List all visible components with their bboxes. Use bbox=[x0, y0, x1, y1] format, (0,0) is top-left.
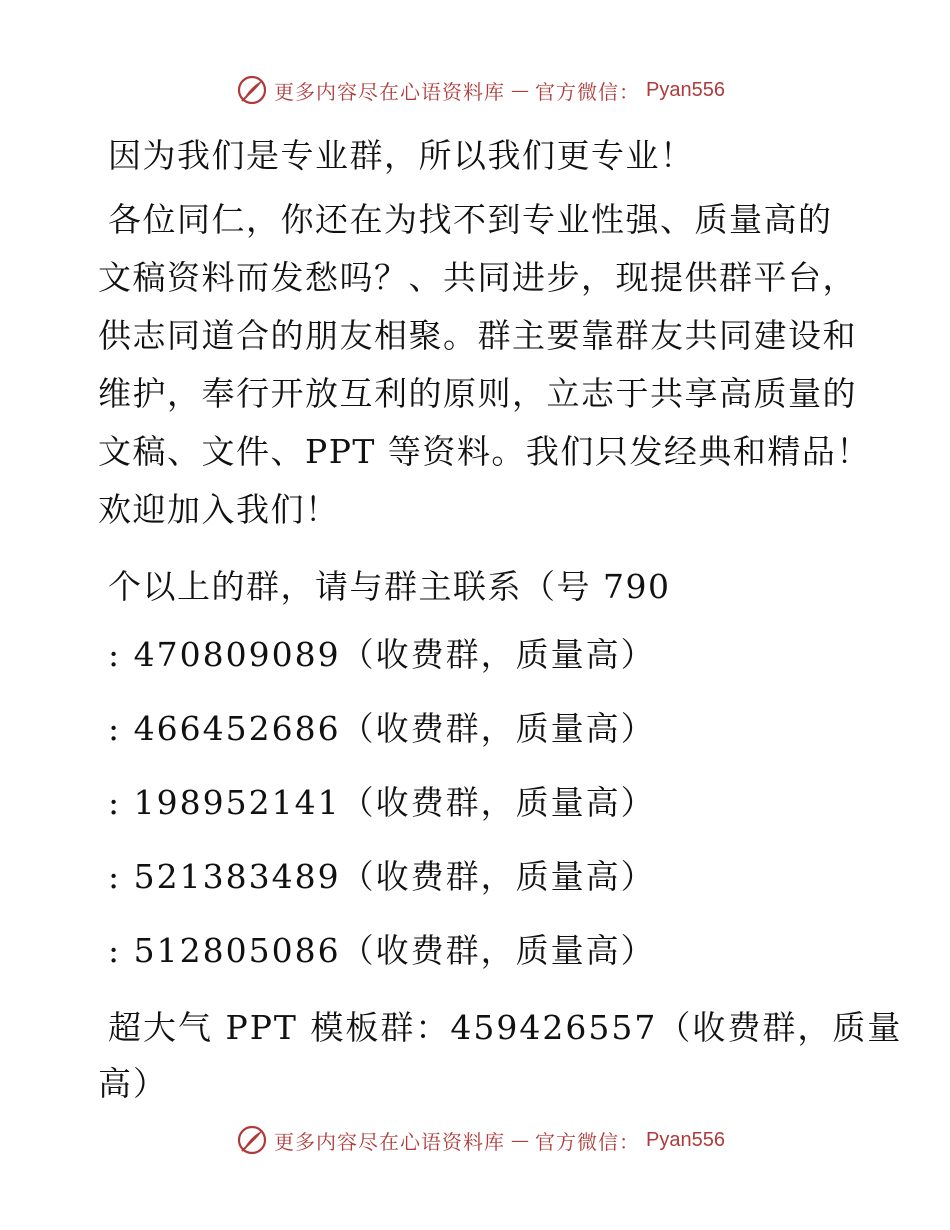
quill-logo-icon bbox=[236, 1124, 268, 1156]
group-item: : 512805086（收费群，质量高） bbox=[108, 931, 656, 970]
description-paragraph bbox=[98, 191, 871, 539]
watermark-wechat-label: 官方微信： bbox=[535, 1129, 640, 1154]
group-list bbox=[98, 636, 858, 970]
watermark-wechat-label: 官方微信： bbox=[535, 79, 640, 104]
watermark-separator: — bbox=[511, 1129, 529, 1151]
description-line: 维护，奉行开放互利的原则，立志于共享高质量的 bbox=[98, 374, 857, 413]
group-item: : 470809089（收费群，质量高） bbox=[108, 635, 656, 674]
description-line: 各位同仁，你还在为找不到专业性强、质量高的 bbox=[108, 200, 833, 239]
header-watermark bbox=[236, 73, 725, 107]
description-line: 文稿、文件、PPT 等资料。我们只发经典和精品！ bbox=[98, 432, 871, 471]
watermark-text: 更多内容尽在心语资料库 bbox=[274, 79, 505, 104]
footer-watermark bbox=[236, 1123, 725, 1157]
contact-paragraph: 个以上的群，请与群主联系（号 790 bbox=[108, 567, 671, 606]
watermark-wechat-id: Pyan556 bbox=[646, 78, 725, 101]
ppt-group-line: 高） bbox=[98, 1064, 168, 1103]
ppt-group-paragraph bbox=[98, 1000, 903, 1112]
intro-paragraph: 因为我们是专业群，所以我们更专业！ bbox=[108, 136, 695, 175]
document-body bbox=[98, 120, 903, 1112]
ppt-group-line: 超大气 PPT 模板群：459426557（收费群，质量 bbox=[108, 1008, 903, 1047]
description-line: 欢迎加入我们！ bbox=[98, 490, 340, 529]
description-line: 文稿资料而发愁吗？、共同进步，现提供群平台， bbox=[98, 258, 857, 297]
watermark-wechat-id: Pyan556 bbox=[646, 1128, 725, 1151]
group-item: : 198952141（收费群，质量高） bbox=[108, 783, 656, 822]
description-line: 供志同道合的朋友相聚。群主要靠群友共同建设和 bbox=[98, 316, 857, 355]
watermark-separator: — bbox=[511, 79, 529, 101]
group-item: : 521383489（收费群，质量高） bbox=[108, 857, 656, 896]
group-item: : 466452686（收费群，质量高） bbox=[108, 709, 656, 748]
watermark-text: 更多内容尽在心语资料库 bbox=[274, 1129, 505, 1154]
quill-logo-icon bbox=[236, 74, 268, 106]
